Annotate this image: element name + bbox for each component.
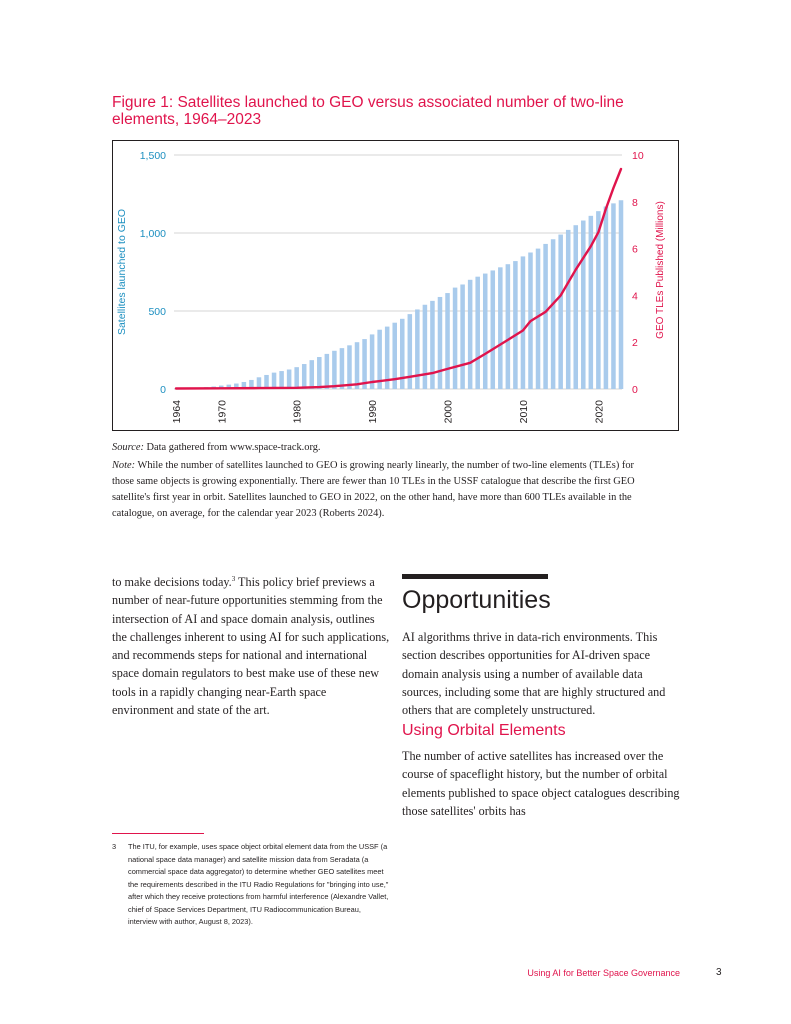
bar: [581, 221, 586, 389]
bar: [551, 239, 556, 389]
y2-tick-label: 2: [632, 337, 638, 350]
y2-tick-label: 10: [632, 150, 644, 162]
figure-title: Figure 1: Satellites launched to GEO versus associated number of two-line elements, 1964–2023: [112, 94, 624, 128]
bar: [347, 345, 352, 389]
bar: [475, 277, 480, 389]
bar: [604, 206, 609, 389]
figure-source: [112, 440, 642, 456]
source-text: Data gathered from www.space-track.org.: [146, 442, 321, 453]
footnote-text: The ITU, for example, uses space object orbital element data from the USSF (a national space data manager) and satellite mission data from Seradata (a commercial space data aggregator) to determine whether GEO satellites meet the requirements described in the ITU Radio Regulations for "bringing into use," after which they receive protections from harmful interference (Alexandre Vallet, chief of Space Services Department, ITU Radiocommunication Bureau, interview with author, August 8, 2023).: [128, 842, 389, 926]
bar: [272, 373, 277, 389]
bar: [468, 280, 473, 389]
y2-axis-title: GEO TLEs Published (Millions): [655, 201, 666, 339]
section-rule: [402, 574, 548, 579]
left-text-after: This policy brief previews a number of near-future opportunities stemming from the intersection of AI and space domain analysis, outlines the challenges inherent to using AI for such applications, and recommends steps for national and international space domain regulators to best make use of these new tools in a rapidly changing near-Earth space environment and state of the art.: [112, 575, 390, 718]
bar: [611, 203, 616, 389]
bar: [573, 225, 578, 389]
bar: [483, 274, 488, 389]
bar: [332, 351, 337, 389]
subsection-heading: Using Orbital Elements: [402, 722, 566, 739]
y-axis-title: Satellites launched to GEO: [116, 208, 128, 336]
bar: [460, 284, 465, 389]
bar: [596, 211, 601, 389]
footnote: [112, 841, 392, 929]
y-tick-label: 500: [148, 306, 166, 318]
bar: [340, 348, 345, 389]
x-tick-label: 1970: [216, 400, 229, 424]
bar: [310, 360, 315, 389]
y2-tick-label: 8: [632, 196, 638, 209]
x-tick-label: 1990: [367, 400, 380, 424]
chart: [112, 140, 679, 431]
bar: [453, 288, 458, 389]
bar: [415, 309, 420, 389]
bar: [287, 370, 292, 390]
bar: [619, 200, 624, 389]
left-text-before: to make decisions today.: [112, 575, 232, 589]
x-tick-label: 2020: [593, 400, 606, 424]
y2-tick-label: 4: [632, 290, 638, 303]
y2-tick-label: 6: [632, 243, 638, 256]
x-tick-label: 2000: [442, 400, 455, 424]
bar: [506, 264, 511, 389]
bar: [294, 367, 299, 389]
y-tick-label: 1,000: [139, 228, 166, 240]
note-label: Note:: [112, 460, 136, 471]
bar: [521, 256, 526, 389]
bar: [362, 339, 367, 389]
y-tick-label: 1,500: [139, 150, 166, 162]
bar: [279, 371, 284, 389]
bar: [558, 235, 563, 389]
footnote-rule: [112, 833, 204, 834]
y2-tick-label: 0: [632, 384, 638, 396]
footer-title: Using AI for Better Space Governance: [527, 968, 680, 978]
bar: [325, 354, 330, 389]
section-heading: Opportunities: [402, 586, 551, 614]
bar: [302, 364, 307, 389]
footnote-number: 3: [112, 842, 117, 851]
y-tick-label: 0: [160, 384, 166, 396]
bar: [438, 297, 443, 389]
bar: [317, 357, 322, 389]
page-number: 3: [716, 967, 722, 978]
source-label: Source:: [112, 442, 144, 453]
x-tick-label: 1964: [171, 400, 183, 424]
bar: [430, 301, 435, 389]
bar: [445, 293, 450, 389]
bar: [513, 261, 518, 389]
bar: [498, 267, 503, 389]
bar: [491, 270, 496, 389]
bar: [355, 342, 360, 389]
figure-note: [112, 458, 642, 522]
section-paragraph: AI algorithms thrive in data-rich environments. This section describes opportunities for AI-driven space domain analysis using a number of available data sources, including some that are highly structured and others that are completely unstructured.: [402, 630, 666, 718]
bar: [423, 305, 428, 389]
footnote-ref[interactable]: 3: [231, 574, 236, 583]
note-text: While the number of satellites launched to GEO is growing nearly linearly, the number of two-line elements (TLEs) for those same objects is growing exponentially. There are fewer than 10 TLEs in the USSF catalogue that describe the first GEO satellite's first year in orbit. Satellites launched to GEO in 2022, on the other hand, have more than 600 TLEs available in the catalogue, on average, for the calendar year 2023 (Roberts 2024).: [112, 460, 635, 519]
bar: [543, 244, 548, 389]
x-tick-label: 2010: [517, 400, 530, 424]
x-tick-label: 1980: [291, 400, 304, 424]
subsection-paragraph: The number of active satellites has increased over the course of spaceflight history, but the number of orbital elements published to space object catalogues describing those satellites' orbits has: [402, 749, 680, 818]
bar: [566, 230, 571, 389]
left-column-paragraph: [112, 573, 390, 719]
